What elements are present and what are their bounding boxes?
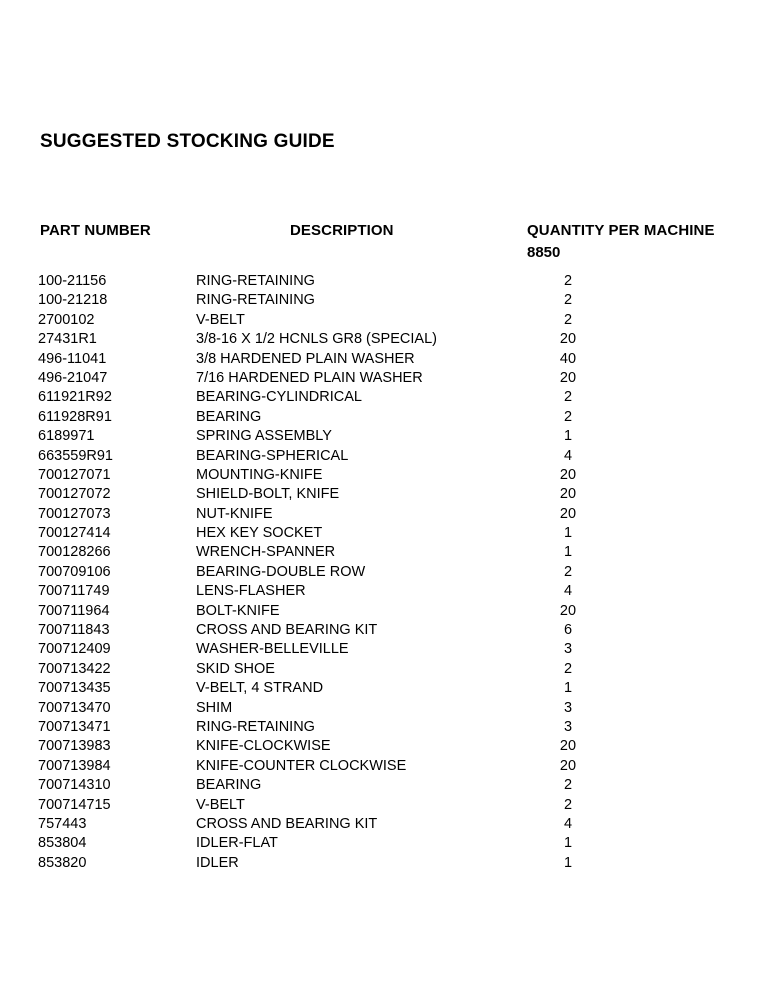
cell-quantity: 1: [563, 428, 573, 445]
cell-description: IDLER-FLAT: [196, 835, 278, 852]
cell-quantity: 20: [559, 466, 577, 483]
cell-description: BEARING: [196, 408, 262, 425]
cell-quantity: 3: [563, 641, 573, 658]
column-header-quantity-per-machine: QUANTITY PER MACHINE: [527, 222, 715, 239]
column-header-part-number: PART NUMBER: [40, 222, 151, 239]
cell-quantity: 6: [563, 622, 573, 639]
table-row: [0, 485, 772, 504]
cell-quantity: 2: [563, 660, 573, 677]
cell-description: HEX KEY SOCKET: [196, 525, 323, 542]
table-row: [0, 466, 772, 485]
table-row: [0, 350, 772, 369]
cell-description: SHIELD-BOLT, KNIFE: [196, 486, 340, 503]
cell-description: MOUNTING-KNIFE: [196, 466, 323, 483]
cell-description: RING-RETAINING: [196, 718, 315, 735]
cell-description: IDLER: [196, 854, 239, 871]
cell-part-number: 700127071: [38, 466, 111, 483]
cell-part-number: 663559R91: [38, 447, 113, 464]
cell-description: RING-RETAINING: [196, 273, 315, 289]
cell-description: KNIFE-CLOCKWISE: [196, 738, 331, 755]
cell-part-number: 853820: [38, 854, 87, 871]
cell-part-number: 700713983: [38, 738, 111, 755]
cell-part-number: 611928R91: [38, 408, 112, 425]
cell-description: SHIM: [196, 699, 233, 716]
cell-quantity: 40: [559, 350, 577, 367]
cell-part-number: 700713422: [38, 660, 111, 677]
cell-description: V-BELT: [196, 796, 245, 813]
table-row: [0, 834, 772, 853]
cell-part-number: 100-21218: [38, 292, 108, 309]
cell-quantity: 2: [563, 389, 573, 406]
cell-quantity: 3: [563, 699, 573, 716]
column-header-description: DESCRIPTION: [290, 222, 394, 239]
cell-description: RING-RETAINING: [196, 292, 315, 309]
cell-part-number: 700714310: [38, 777, 111, 794]
table-row: [0, 272, 772, 291]
cell-part-number: 700714715: [38, 796, 111, 813]
table-row: [0, 718, 772, 737]
cell-quantity: 20: [559, 331, 577, 348]
table-row: [0, 524, 772, 543]
cell-description: 3/8 HARDENED PLAIN WASHER: [196, 350, 415, 367]
cell-part-number: 2700102: [38, 311, 95, 328]
table-row: [0, 602, 772, 621]
cell-quantity: 20: [559, 486, 577, 503]
table-row: [0, 543, 772, 562]
cell-part-number: 700128266: [38, 544, 111, 561]
cell-part-number: 27431R1: [38, 331, 97, 348]
cell-quantity: 1: [563, 544, 573, 561]
cell-quantity: 20: [559, 505, 577, 522]
cell-description: BEARING-CYLINDRICAL: [196, 389, 362, 406]
cell-quantity: 2: [563, 408, 573, 425]
cell-part-number: 757443: [38, 815, 87, 832]
table-row: [0, 330, 772, 349]
cell-quantity: 20: [559, 738, 577, 755]
cell-quantity: 20: [559, 757, 577, 774]
cell-description: WRENCH-SPANNER: [196, 544, 336, 561]
cell-description: SKID SHOE: [196, 660, 275, 677]
column-header-machine-model: 8850: [527, 244, 561, 261]
cell-part-number: 700713471: [38, 718, 111, 735]
cell-part-number: 700709106: [38, 563, 111, 580]
cell-description: 7/16 HARDENED PLAIN WASHER: [196, 369, 423, 386]
table-row: [0, 311, 772, 330]
cell-quantity: 2: [563, 563, 573, 580]
cell-part-number: 700127414: [38, 525, 111, 542]
page-title: SUGGESTED STOCKING GUIDE: [40, 131, 335, 152]
table-row: [0, 369, 772, 388]
table-row: [0, 621, 772, 640]
cell-quantity: 1: [563, 525, 573, 542]
cell-description: NUT-KNIFE: [196, 505, 273, 522]
cell-description: V-BELT: [196, 311, 245, 328]
table-row: [0, 699, 772, 718]
cell-description: WASHER-BELLEVILLE: [196, 641, 349, 658]
cell-part-number: 700712409: [38, 641, 111, 658]
cell-quantity: 1: [563, 835, 573, 852]
cell-quantity: 4: [563, 815, 573, 832]
cell-quantity: 2: [563, 273, 573, 289]
cell-part-number: 700711843: [38, 622, 110, 639]
cell-description: CROSS AND BEARING KIT: [196, 815, 378, 832]
cell-quantity: 20: [559, 369, 577, 386]
table-row: [0, 427, 772, 446]
cell-part-number: 853804: [38, 835, 87, 852]
cell-description: BOLT-KNIFE: [196, 602, 280, 619]
cell-part-number: 100-21156: [38, 273, 107, 289]
table-row: [0, 660, 772, 679]
cell-part-number: 611921R92: [38, 389, 112, 406]
cell-description: BEARING: [196, 777, 262, 794]
cell-description: CROSS AND BEARING KIT: [196, 622, 378, 639]
cell-description: V-BELT, 4 STRAND: [196, 680, 324, 697]
cell-part-number: 700127073: [38, 505, 111, 522]
cell-part-number: 6189971: [38, 428, 95, 445]
table-row: [0, 505, 772, 524]
table-row: [0, 640, 772, 659]
table-row: [0, 291, 772, 310]
cell-description: BEARING-SPHERICAL: [196, 447, 349, 464]
cell-quantity: 4: [563, 447, 573, 464]
table-row: [0, 815, 772, 834]
table-row: [0, 679, 772, 698]
cell-part-number: 496-11041: [38, 350, 107, 367]
cell-description: LENS-FLASHER: [196, 583, 306, 600]
table-row: [0, 757, 772, 776]
cell-part-number: 700127072: [38, 486, 111, 503]
table-row: [0, 388, 772, 407]
table-body: [0, 272, 772, 873]
table-row: [0, 796, 772, 815]
cell-description: SPRING ASSEMBLY: [196, 428, 332, 445]
cell-part-number: 700713470: [38, 699, 111, 716]
table-row: [0, 582, 772, 601]
table-header-row: [0, 222, 772, 272]
cell-part-number: 700711964: [38, 602, 110, 619]
table-row: [0, 776, 772, 795]
cell-quantity: 2: [563, 796, 573, 813]
cell-description: KNIFE-COUNTER CLOCKWISE: [196, 757, 407, 774]
table-row: [0, 408, 772, 427]
cell-quantity: 3: [563, 718, 573, 735]
cell-part-number: 700711749: [38, 583, 110, 600]
parts-stocking-table: [0, 222, 772, 871]
cell-description: 3/8-16 X 1/2 HCNLS GR8 (SPECIAL): [196, 331, 437, 348]
cell-quantity: 4: [563, 583, 573, 600]
cell-part-number: 700713435: [38, 680, 111, 697]
cell-part-number: 496-21047: [38, 369, 108, 386]
cell-quantity: 20: [559, 602, 577, 619]
cell-quantity: 1: [563, 680, 573, 697]
cell-quantity: 2: [563, 311, 573, 328]
table-row: [0, 737, 772, 756]
table-row: [0, 563, 772, 582]
cell-part-number: 700713984: [38, 757, 111, 774]
cell-description: BEARING-DOUBLE ROW: [196, 563, 366, 580]
cell-quantity: 1: [563, 854, 573, 871]
table-row: [0, 854, 772, 873]
cell-quantity: 2: [563, 777, 573, 794]
cell-quantity: 2: [563, 292, 573, 309]
table-row: [0, 447, 772, 466]
